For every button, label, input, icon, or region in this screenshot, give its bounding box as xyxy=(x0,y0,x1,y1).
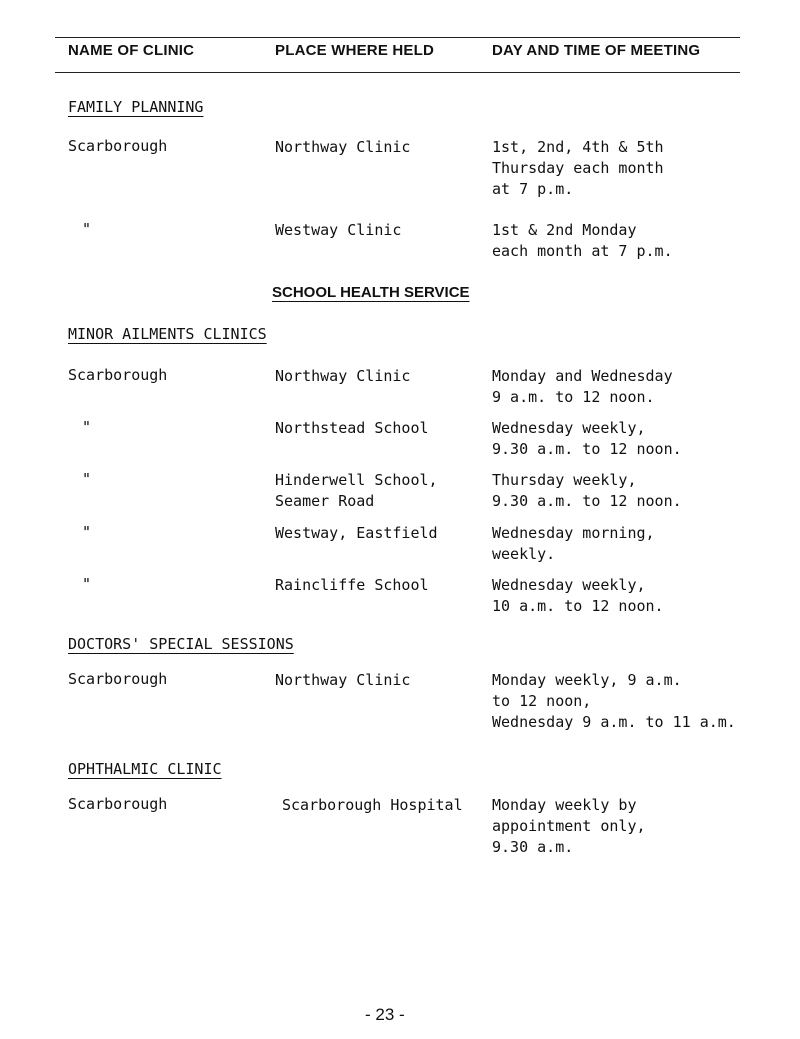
section-title-minor-ailments: MINOR AILMENTS CLINICS xyxy=(68,325,267,343)
ditto-mark: " xyxy=(82,220,92,238)
time-line: 9.30 a.m. to 12 noon. xyxy=(492,440,682,458)
ditto-mark: " xyxy=(82,418,92,436)
place-line: Scarborough Hospital xyxy=(282,796,463,814)
place-line: Northstead School xyxy=(275,419,429,437)
meeting-time xyxy=(492,366,673,408)
time-line: Monday weekly, 9 a.m. xyxy=(492,671,682,689)
ditto-mark: " xyxy=(82,575,92,593)
place-line: Westway, Eastfield xyxy=(275,524,438,542)
time-line: weekly. xyxy=(492,545,556,563)
meeting-time xyxy=(492,220,673,262)
clinic-place xyxy=(282,795,463,816)
section-title-doctors-sessions: DOCTORS' SPECIAL SESSIONS xyxy=(68,635,294,653)
time-line: Wednesday weekly, xyxy=(492,419,646,437)
time-line: 1st, 2nd, 4th & 5th xyxy=(492,138,664,156)
time-line: 1st & 2nd Monday xyxy=(492,221,637,239)
ditto-mark: " xyxy=(82,523,92,541)
time-line: Wednesday 9 a.m. to 11 a.m. xyxy=(492,713,736,731)
clinic-place xyxy=(275,523,438,544)
place-line: Seamer Road xyxy=(275,492,375,510)
clinic-place xyxy=(275,366,410,387)
place-line: Hinderwell School, xyxy=(275,471,438,489)
header-day-and-time: DAY AND TIME OF MEETING xyxy=(492,42,701,59)
time-line: Thursday weekly, xyxy=(492,471,637,489)
time-line: to 12 noon, xyxy=(492,692,592,710)
clinic-place xyxy=(275,220,401,241)
header-name-of-clinic: NAME OF CLINIC xyxy=(68,42,195,59)
time-line: appointment only, xyxy=(492,817,646,835)
clinic-name: Scarborough xyxy=(68,137,168,155)
clinic-place xyxy=(275,137,410,158)
meeting-time xyxy=(492,137,664,200)
section-title-ophthalmic: OPHTHALMIC CLINIC xyxy=(68,760,222,778)
clinic-place xyxy=(275,470,438,512)
clinic-place xyxy=(275,670,410,691)
time-line: Thursday each month xyxy=(492,159,664,177)
place-line: Raincliffe School xyxy=(275,576,429,594)
time-line: Monday and Wednesday xyxy=(492,367,673,385)
time-line: Wednesday weekly, xyxy=(492,576,646,594)
time-line: each month at 7 p.m. xyxy=(492,242,673,260)
header-bottom-rule xyxy=(55,72,740,73)
ditto-mark: " xyxy=(82,470,92,488)
section-title-school-health: SCHOOL HEALTH SERVICE xyxy=(272,284,470,301)
time-line: Monday weekly by xyxy=(492,796,637,814)
meeting-time xyxy=(492,418,682,460)
place-line: Northway Clinic xyxy=(275,671,411,689)
clinic-place xyxy=(275,575,429,596)
top-rule xyxy=(55,37,740,38)
time-line: Wednesday morning, xyxy=(492,524,655,542)
time-line: at 7 p.m. xyxy=(492,180,574,198)
meeting-time xyxy=(492,670,736,733)
time-line: 10 a.m. to 12 noon. xyxy=(492,597,664,615)
time-line: 9 a.m. to 12 noon. xyxy=(492,388,655,406)
place-line: Northway Clinic xyxy=(275,138,411,156)
meeting-time xyxy=(492,523,655,565)
time-line: 9.30 a.m. xyxy=(492,838,574,856)
meeting-time xyxy=(492,575,664,617)
section-title-family-planning: FAMILY PLANNING xyxy=(68,98,204,116)
meeting-time xyxy=(492,470,682,512)
clinic-name: Scarborough xyxy=(68,795,168,813)
page-number: - 23 - xyxy=(365,1005,405,1024)
clinic-name: Scarborough xyxy=(68,366,168,384)
clinic-name: Scarborough xyxy=(68,670,168,688)
clinic-place xyxy=(275,418,429,439)
header-place-where-held: PLACE WHERE HELD xyxy=(275,42,435,59)
meeting-time xyxy=(492,795,646,858)
place-line: Northway Clinic xyxy=(275,367,411,385)
place-line: Westway Clinic xyxy=(275,221,402,239)
time-line: 9.30 a.m. to 12 noon. xyxy=(492,492,682,510)
